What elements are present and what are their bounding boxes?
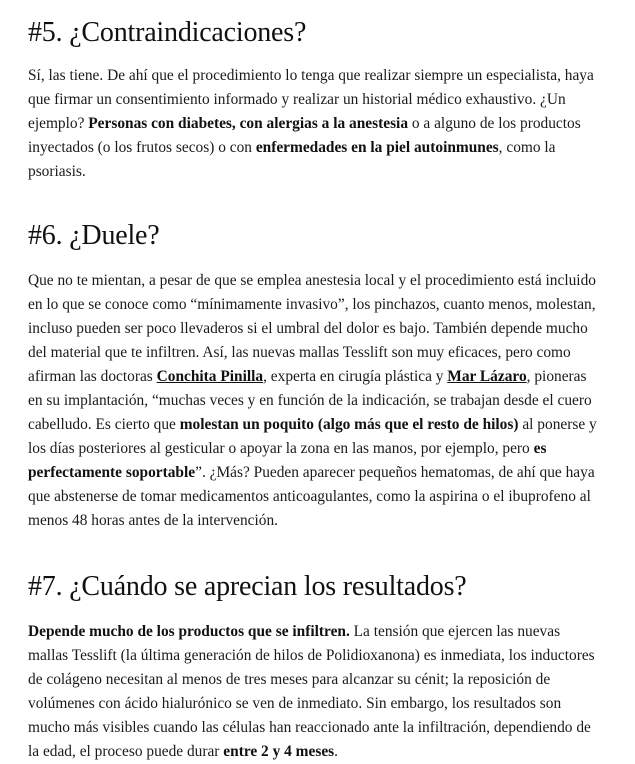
section-heading-duele: #6. ¿Duele? [28, 220, 160, 251]
section-paragraph-contraindicaciones [28, 64, 604, 184]
bold-text-molestan-poquito: molestan un poquito (algo más que el resto de hilos) [179, 416, 519, 433]
bold-text-enfermedades-piel: enfermedades en la piel autoinmunes [255, 139, 499, 156]
paragraph-text: al ponerse y los días posteriores al gesticular o apoyar la zona en las manos, por ejemplo, pero [28, 416, 597, 457]
bold-text-entre-2-y-4-meses: entre 2 y 4 meses [223, 743, 335, 760]
paragraph-text: La tensión que ejercen las nuevas mallas Tesslift (la última generación de hilos de Polidioxanona) es inmediata, los inductores de colágeno necesitan al menos de tres meses para alcanzar su cénit; la reposición de volúmenes con ácido hialurónico se ven de inmediato. Sin embargo, los resultados son mucho más visibles cuando las células han reaccionado ante la infiltración, dependiendo de la edad, el proceso puede durar [28, 623, 595, 760]
paragraph-text: . [334, 743, 338, 760]
section-paragraph-duele [28, 269, 604, 533]
bold-text-personas-diabetes: Personas con diabetes, con alergias a la anestesia [88, 115, 409, 132]
paragraph-text: o a alguno de los productos inyectados (o los frutos secos) o con [28, 115, 581, 156]
paragraph-text: , pioneras en su implantación, “muchas veces y en función de la indicación, se trabajan desde el cuero cabelludo. Es cierto que [28, 368, 592, 433]
article-body [28, 0, 604, 764]
paragraph-text: Sí, las tiene. De ahí que el procedimiento lo tenga que realizar siempre un especialista, haya que firmar un consentimiento informado y realizar un historial médico exhaustivo. ¿Un ejemplo? [28, 67, 594, 132]
paragraph-text: ”. ¿Más? Pueden aparecer pequeños hematomas, de ahí que haya que abstenerse de tomar medicamentos anticoagulantes, como la aspirina o el ibuprofeno al menos 48 horas antes de la intervención. [28, 464, 595, 529]
paragraph-text: Que no te mientan, a pesar de que se emplea anestesia local y el procedimiento está incluido en lo que se conoce como “mínimamente invasivo”, los pinchazos, cuanto menos, molestan, incluso pueden ser poco llevaderos si el umbral del dolor es bajo. También depende mucho del material que te infiltren. Así, las nuevas mallas Tesslift son muy eficaces, pero como afirman las doctoras [28, 272, 596, 385]
section-heading-resultados: #7. ¿Cuándo se aprecian los resultados? [28, 571, 467, 602]
link-mar-lazaro[interactable]: Mar Lázaro [447, 368, 527, 385]
section-heading-contraindicaciones: #5. ¿Contraindicaciones? [28, 17, 307, 48]
link-conchita-pinilla[interactable]: Conchita Pinilla [156, 368, 264, 385]
paragraph-text: , experta en cirugía plástica y [263, 368, 448, 385]
bold-text-perfectamente-soportable: es perfectamente soportable [28, 440, 547, 481]
bold-text-depende-productos: Depende mucho de los productos que se infiltren. [28, 623, 350, 640]
paragraph-text: , como la psoriasis. [28, 139, 556, 180]
section-paragraph-resultados [28, 620, 604, 764]
